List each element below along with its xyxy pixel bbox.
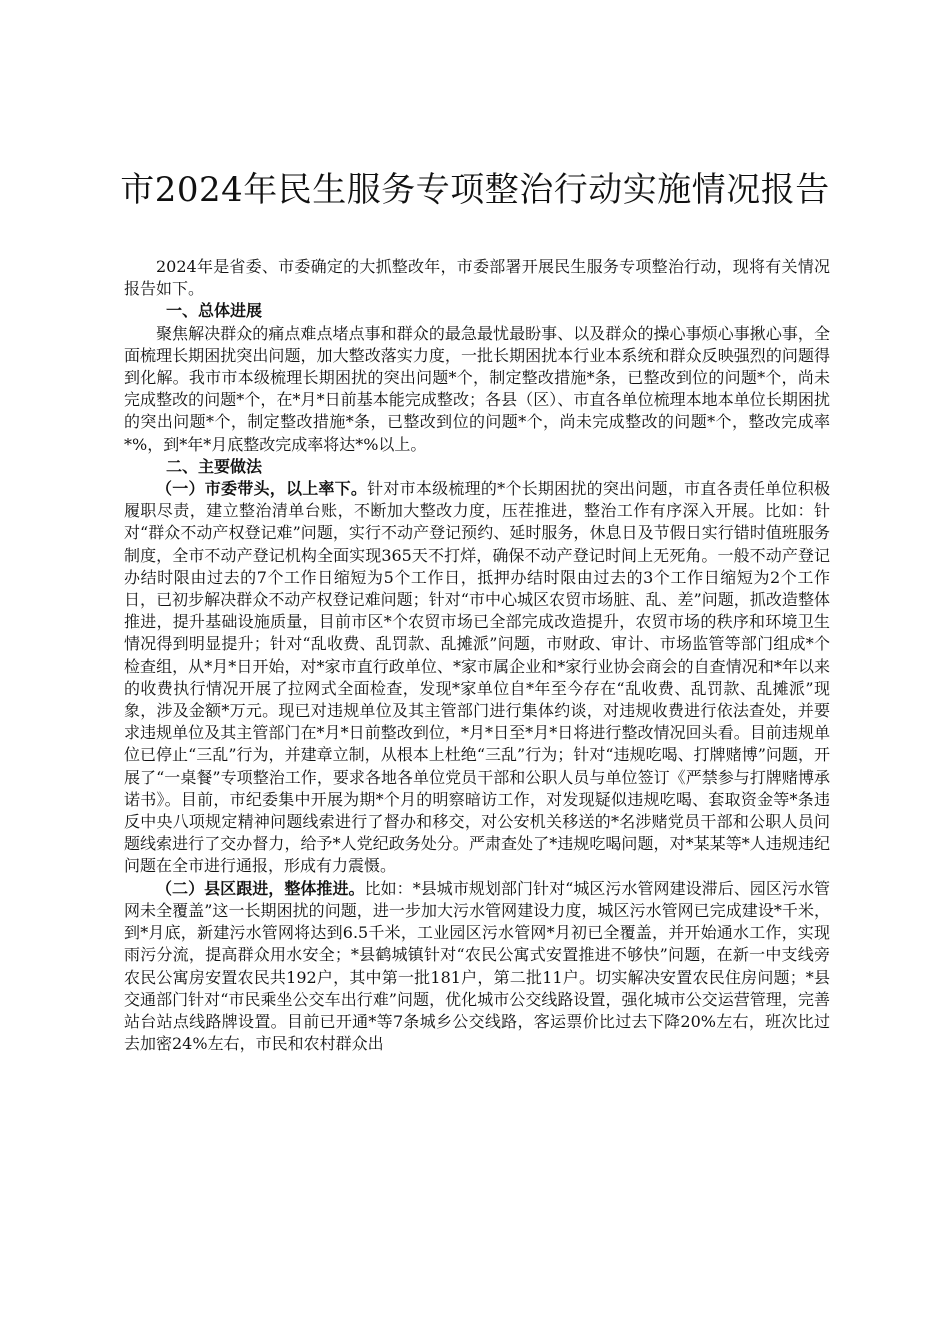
intro-paragraph: 2024年是省委、市委确定的大抓整改年，市委部署开展民生服务专项整治行动，现将有关情况报告如下。 bbox=[124, 257, 830, 299]
measure-county-lead: （二）县区跟进，整体推进。 bbox=[156, 878, 365, 898]
measure-city-paragraph bbox=[124, 478, 830, 878]
measure-county-paragraph bbox=[124, 878, 830, 1056]
measure-city-lead: （一）市委带头，以上率下。 bbox=[156, 479, 368, 499]
section-heading-overall-progress: 一、总体进展 bbox=[166, 301, 263, 321]
overall-progress-paragraph: 聚焦解决群众的痛点难点堵点事和群众的最急最忧最盼事、以及群众的操心事烦心事揪心事，全面梳理长期困扰突出问题，加大整改落实力度，一批长期困扰本行业本系统和群众反映强烈的问题得到化解。我市市本级梳理长期困扰的突出问题*个，制定整改措施*条，已整改到位的问题*个，尚未完成整改的问题*个，在*月*日前基本能完成整改；各县（区）、市直各单位梳理本地本单位长期困扰的突出问题*个，制定整改措施*条，已整改到位的问题*个，尚未完成整改的问题*个，整改完成率*%，到*年*月底整改完成率将达*%以上。 bbox=[124, 323, 830, 454]
document-title: 市2024年民生服务专项整治行动实施情况报告 bbox=[120, 170, 830, 210]
document-body bbox=[124, 256, 830, 1055]
measure-city-text: 针对市本级梳理的*个长期困扰的突出问题，市直各责任单位积极履职尽责，建立整治清单台账，不断加大整改力度，压茬推进，整治工作有序深入开展。比如：针对“群众不动产权登记难”问题，实行不动产登记预约、延时服务，休息日及节假日实行错时值班服务制度，全市不动产登记机构全面实现365天不打烊，确保不动产登记时间上无死角。一般不动产登记办结时限由过去的7个工作日缩短为5个工作日，抵押办结时限由过去的3个工作日缩短为2个工作日，已初步解决群众不动产权登记难问题；针对“市中心城区农贸市场脏、乱、差”问题，抓改造整体推进，提升基础设施质量，目前市区*个农贸市场已全部完成改造提升，农贸市场的秩序和环境卫生情况得到明显提升；针对“乱收费、乱罚款、乱摊派”问题，市财政、审计、市场监管等部门组成*个检查组，从*月*日开始，对*家市直行政单位、*家市属企业和*家行业协会商会的自查情况和*年以来的收费执行情况开展了拉网式全面检查，发现*家单位自*年至今存在“乱收费、乱罚款、乱摊派”现象，涉及金额*万元。现已对违规单位及其主管部门进行集体约谈，对违规收费进行依法查处，并要求违规单位及其主管部门在*月*日前整改到位，*月*日至*月*日将进行整改情况回头看。目前违规单位已停止“三乱”行为，并建章立制，从根本上杜绝“三乱”行为；针对“违规吃喝、打牌赌博”问题，开展了“一桌餐”专项整治工作，要求各地各单位党员干部和公职人员与单位签订《严禁参与打牌赌博承诺书》。目前，市纪委集中开展为期*个月的明察暗访工作，对发现疑似违规吃喝、套取资金等*条违反中央八项规定精神问题线索进行了督办和移交，对公安机关移送的*名涉赌党员干部和公职人员问题线索进行了交办督力，给予*人党纪政务处分。严肃查处了*违规吃喝问题，对*某某等*人违规违纪问题在全市进行通报，形成有力震慑。 bbox=[124, 479, 830, 876]
measure-county-text: 比如：*县城市规划部门针对“城区污水管网建设滞后、园区污水管网未全覆盖”这一长期困扰的问题，进一步加大污水管网建设力度，城区污水管网已完成建设*千米，到*月底，新建污水管网将达到6.5千米，工业园区污水管网*月初已全覆盖，并开始通水工作，实现雨污分流，提高群众用水安全；*县鹤城镇针对“农民公寓式安置推进不够快”问题，在新一中支线旁农民公寓房安置农民共192户，其中第一批181户，第二批11户。切实解决安置农民住房问题；*县交通部门针对“市民乘坐公交车出行难”问题，优化城市公交线路设置，强化城市公交运营管理，完善站台站点线路牌设置。目前已开通*等7条城乡公交线路，客运票价比过去下降20%左右，班次比过去加密24%左右，市民和农村群众出 bbox=[124, 878, 830, 1054]
section-heading-main-measures: 二、主要做法 bbox=[166, 456, 263, 476]
